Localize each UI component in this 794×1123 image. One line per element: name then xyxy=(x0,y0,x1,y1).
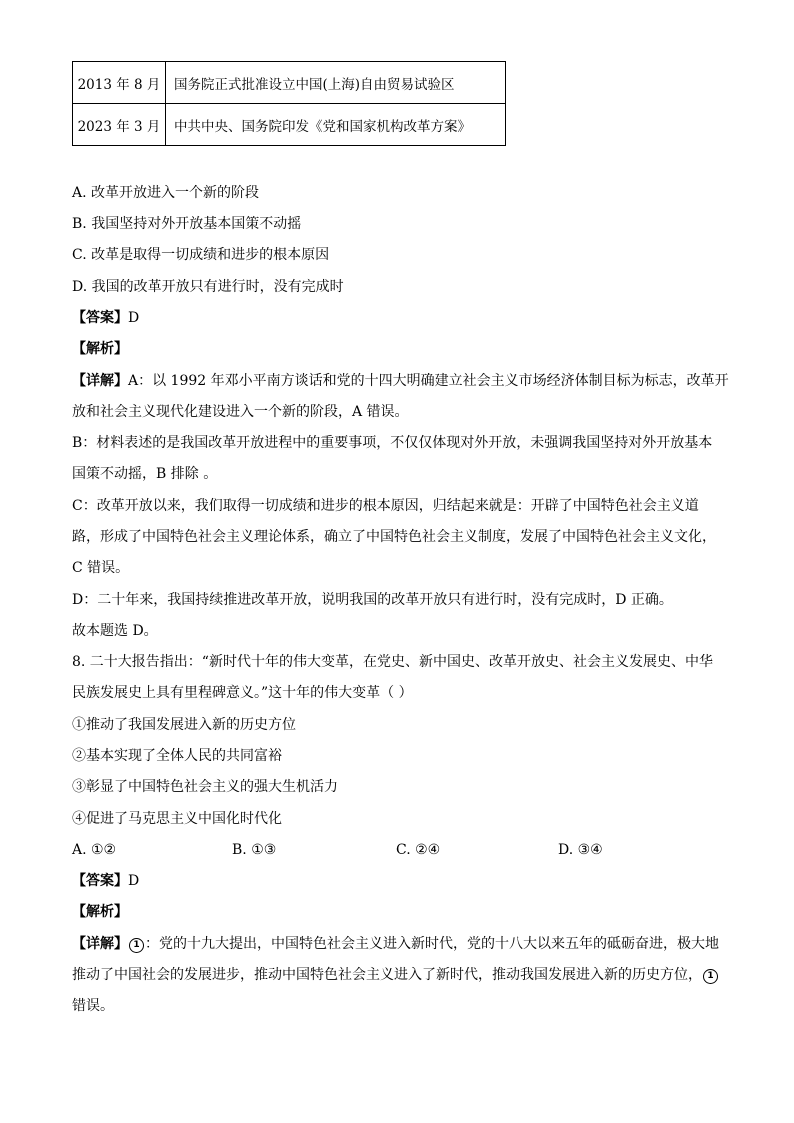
q7-option-a: A. 改革开放进入一个新的阶段 xyxy=(72,185,260,201)
q7-detail-line: 故本题选 D。 xyxy=(72,623,158,639)
q8-choice-c: C. ②④ xyxy=(396,842,441,858)
q7-detail-line: 放和社会主义现代化建设进入一个新的阶段，A 错误。 xyxy=(72,404,409,420)
detail-tag: 【详解】 xyxy=(72,373,128,389)
table-row xyxy=(73,104,506,146)
q8-statement: ①推动了我国发展进入新的历史方位 xyxy=(72,717,296,733)
circled-number-icon: 1 xyxy=(129,938,144,953)
q7-detail-line: B：材料表述的是我国改革开放进程中的重要事项，不仅仅体现对外开放，未强调我国坚持对外开放基本 xyxy=(72,435,713,451)
events-table xyxy=(72,61,506,146)
answer-value: D xyxy=(128,310,140,326)
table-cell-event: 国务院正式批准设立中国(上海)自由贸易试验区 xyxy=(166,62,506,104)
q8-statement: ②基本实现了全体人民的共同富裕 xyxy=(72,748,282,764)
q8-detail-line: 错误。 xyxy=(72,998,114,1014)
q7-detail-line xyxy=(72,372,729,390)
q8-choice-b: B. ①③ xyxy=(232,842,277,858)
detail-text: ：党的十九大提出，中国特色社会主义进入新时代，党的十八大以来五年的砥砺奋进，极大地 xyxy=(145,936,719,952)
q8-stem-line: 民族发展史上具有里程碑意义。”这十年的伟大变革（ ） xyxy=(72,685,413,701)
q8-statement: ③彰显了中国特色社会主义的强大生机活力 xyxy=(72,779,338,795)
q7-analysis-tag: 【解析】 xyxy=(72,341,128,357)
q8-choice-d: D. ③④ xyxy=(558,842,603,858)
q8-detail-line xyxy=(72,966,719,984)
q8-detail-line xyxy=(72,935,719,953)
answer-tag: 【答案】 xyxy=(72,310,128,326)
circled-number-icon: 1 xyxy=(703,969,718,984)
answer-value: D xyxy=(128,873,140,889)
q7-option-b: B. 我国坚持对外开放基本国策不动摇 xyxy=(72,216,302,232)
q7-detail-line: C：改革开放以来，我们取得一切成绩和进步的根本原因，归结起来就是：开辟了中国特色社会主义道 xyxy=(72,498,699,514)
q7-detail-line: 国策不动摇，B 排除 。 xyxy=(72,466,218,482)
q7-detail-line: C 错误。 xyxy=(72,560,130,576)
q8-analysis-tag: 【解析】 xyxy=(72,904,128,920)
q8-choice-a: A. ①② xyxy=(72,842,117,858)
detail-text: 推动了中国社会的发展进步，推动中国特色社会主义进入了新时代，推动我国发展进入新的历史方位， xyxy=(72,967,702,983)
answer-tag: 【答案】 xyxy=(72,873,128,889)
detail-tag: 【详解】 xyxy=(72,936,128,952)
q8-stem-line: 8. 二十大报告指出：“新时代十年的伟大变革，在党史、新中国史、改革开放史、社会主义发展史、中华 xyxy=(72,654,713,670)
detail-text: A：以 1992 年邓小平南方谈话和党的十四大明确建立社会主义市场经济体制目标为标志，改革开 xyxy=(128,373,729,389)
q7-option-c: C. 改革是取得一切成绩和进步的根本原因 xyxy=(72,247,330,263)
q7-detail-line: 路，形成了中国特色社会主义理论体系，确立了中国特色社会主义制度，发展了中国特色社会主义文化， xyxy=(72,529,716,545)
table-cell-date: 2013 年 8 月 xyxy=(73,62,166,104)
table-cell-event: 中共中央、国务院印发《党和国家机构改革方案》 xyxy=(166,104,506,146)
table-row xyxy=(73,62,506,104)
q8-statement: ④促进了马克思主义中国化时代化 xyxy=(72,811,282,827)
q8-answer xyxy=(72,872,139,890)
table-cell-date: 2023 年 3 月 xyxy=(73,104,166,146)
q7-option-d: D. 我国的改革开放只有进行时，没有完成时 xyxy=(72,279,344,295)
q7-answer xyxy=(72,309,139,327)
q7-detail-line: D：二十年来，我国持续推进改革开放，说明我国的改革开放只有进行时，没有完成时，D 正确。 xyxy=(72,592,673,608)
